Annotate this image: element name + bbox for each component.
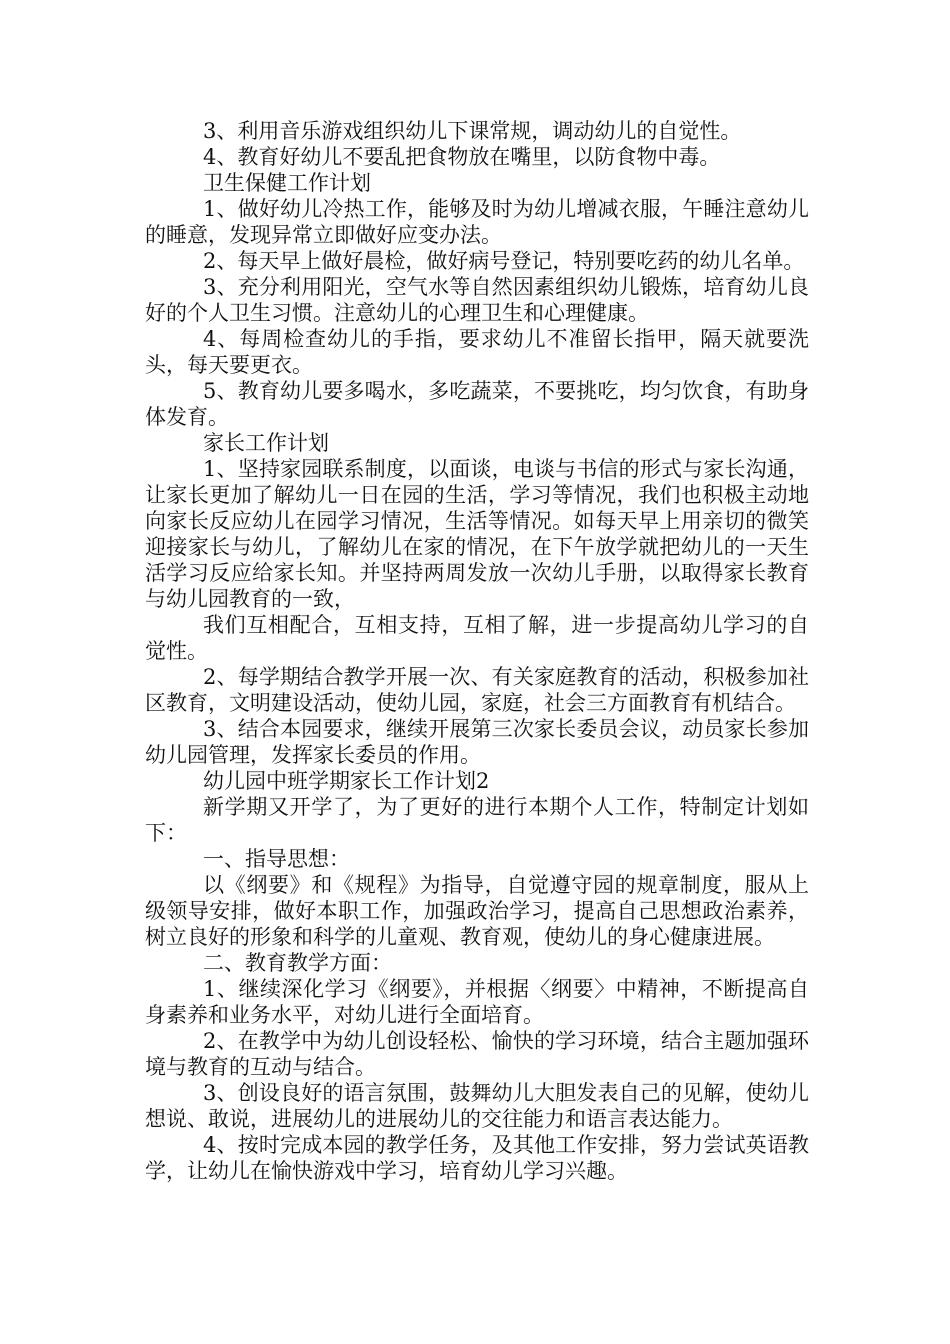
paragraph-parents-1-cont: 我们互相配合，互相支持，互相了解，进一步提高幼儿学习的自觉性。 <box>145 613 809 663</box>
subheading-guiding-thought: 一、指导思想： <box>203 847 350 871</box>
section-heading-hygiene: 卫生保健工作计划 <box>203 171 371 195</box>
paragraph-teaching-3: 3、创设良好的语言氛围，鼓舞幼儿大胆发表自己的见解，使幼儿想说、敢说，进展幼儿的进展幼儿的交往能力和语言表达能力。 <box>145 1081 809 1131</box>
paragraph-parents-1: 1、坚持家园联系制度，以面谈，电谈与书信的形式与家长沟通，让家长更加了解幼儿一日在园的生活，学习等情况，我们也积极主动地向家长反应幼儿在园学习情况，生活等情况。如每天早上用亲切的微笑迎接家长与幼儿，了解幼儿在家的情况，在下午放学就把幼儿的一天生活学习反应给家长知。并坚持两周发放一次幼儿手册，以取得家长教育与幼儿园教育的一致， <box>145 457 809 611</box>
paragraph-parents-3: 3、结合本园要求，继续开展第三次家长委员会议，动员家长参加幼儿园管理，发挥家长委员的作用。 <box>145 717 809 767</box>
section-heading-parents: 家长工作计划 <box>203 431 329 455</box>
paragraph-hygiene-1: 1、做好幼儿冷热工作，能够及时为幼儿增减衣服，午睡注意幼儿的睡意，发现异常立即做好应变办法。 <box>145 197 809 247</box>
paragraph-hygiene-5: 5、教育幼儿要多喝水，多吃蔬菜，不要挑吃，均匀饮食，有助身体发育。 <box>145 379 809 429</box>
paragraph-intro: 新学期又开学了，为了更好的进行本期个人工作，特制定计划如下： <box>145 795 809 845</box>
paragraph-teaching-1: 1、继续深化学习《纲要》，并根据〈纲要〉中精神，不断提高自身素养和业务水平，对幼儿进行全面培育。 <box>145 977 809 1027</box>
paragraph-teaching-4: 4、按时完成本园的教学任务，及其他工作安排，努力尝试英语教学，让幼儿在愉快游戏中学习，培育幼儿学习兴趣。 <box>145 1133 809 1183</box>
paragraph-teaching-2: 2、在教学中为幼儿创设轻松、愉快的学习环境，结合主题加强环境与教育的互动与结合。 <box>145 1029 809 1079</box>
paragraph-hygiene-4: 4、每周检查幼儿的手指，要求幼儿不准留长指甲，隔天就要洗头，每天要更衣。 <box>145 327 809 377</box>
paragraph-guiding-thought: 以《纲要》和《规程》为指导，自觉遵守园的规章制度，服从上级领导安排，做好本职工作，加强政治学习，提高自己思想政治素养，树立良好的形象和科学的儿童观、教育观，使幼儿的身心健康进展。 <box>145 873 809 949</box>
document-page <box>145 118 809 1184</box>
section-heading-plan-2: 幼儿园中班学期家长工作计划2 <box>203 769 490 793</box>
paragraph-parents-2: 2、每学期结合教学开展一次、有关家庭教育的活动，积极参加社区教育，文明建设活动，使幼儿园，家庭，社会三方面教育有机结合。 <box>145 665 809 715</box>
paragraph-rule-3: 3、利用音乐游戏组织幼儿下课常规，调动幼儿的自觉性。 <box>203 119 742 143</box>
paragraph-hygiene-3: 3、充分利用阳光，空气水等自然因素组织幼儿锻炼，培育幼儿良好的个人卫生习惯。注意幼儿的心理卫生和心理健康。 <box>145 275 809 325</box>
subheading-teaching: 二、教育教学方面： <box>203 951 392 975</box>
paragraph-hygiene-2: 2、每天早上做好晨检，做好病号登记，特别要吃药的幼儿名单。 <box>203 249 805 273</box>
paragraph-rule-4: 4、教育好幼儿不要乱把食物放在嘴里，以防食物中毒。 <box>203 145 721 169</box>
